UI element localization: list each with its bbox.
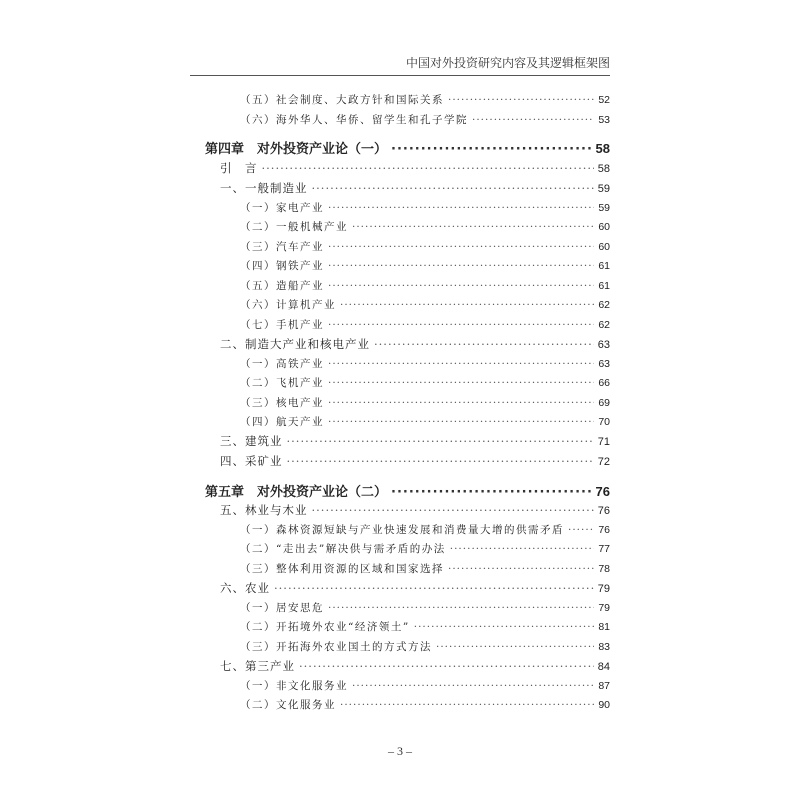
toc-subsection-row bbox=[240, 356, 610, 371]
toc-entry-title: 二、制造大产业和核电产业 bbox=[220, 337, 370, 351]
dot-leader bbox=[340, 299, 594, 311]
toc-entry-title: 引 言 bbox=[220, 161, 258, 175]
toc-entry-page: 59 bbox=[597, 183, 610, 195]
toc-entry-page: 61 bbox=[598, 260, 610, 272]
toc-subsection-row bbox=[240, 239, 610, 254]
toc-entry-title: （三）整体利用资源的区域和国家选择 bbox=[240, 563, 444, 575]
toc-section-row bbox=[220, 160, 610, 176]
dot-leader bbox=[472, 114, 594, 126]
toc-entry-title: 第四章 对外投资产业论（一） bbox=[205, 142, 388, 157]
toc-entry-title: （一）居安思危 bbox=[240, 602, 324, 614]
toc-entry-title: （三）开拓海外农业国土的方式方法 bbox=[240, 641, 432, 653]
toc-section-row bbox=[220, 433, 610, 449]
toc-entry-title: 四、采矿业 bbox=[220, 454, 283, 468]
toc-entry-page: 58 bbox=[597, 163, 610, 175]
dot-leader bbox=[340, 699, 594, 711]
toc-entry-page: 79 bbox=[598, 602, 610, 614]
dot-leader bbox=[328, 397, 594, 409]
toc-subsection-row bbox=[240, 639, 610, 654]
dot-leader bbox=[328, 602, 594, 614]
dot-leader bbox=[328, 377, 594, 389]
toc-section-row bbox=[220, 658, 610, 674]
toc-entry-page: 70 bbox=[598, 416, 610, 428]
dot-leader bbox=[436, 641, 594, 653]
toc-section-row bbox=[220, 453, 610, 469]
dot-leader bbox=[328, 241, 594, 253]
toc-subsection-row bbox=[240, 600, 610, 615]
toc-entry-page: 72 bbox=[597, 456, 610, 468]
dot-leader bbox=[262, 161, 594, 175]
toc-subsection-row bbox=[240, 200, 610, 215]
dot-leader bbox=[328, 358, 594, 370]
toc-entry-title: （二）一般机械产业 bbox=[240, 221, 348, 233]
toc-subsection-row bbox=[240, 522, 610, 537]
toc-entry-page: 59 bbox=[598, 202, 610, 214]
toc-subsection-row bbox=[240, 414, 610, 429]
running-head: 中国对外投资研究内容及其逻辑框架图 bbox=[405, 56, 610, 70]
toc-entry-page: 77 bbox=[598, 543, 610, 555]
toc-chapter-row bbox=[205, 481, 610, 500]
toc-entry-title: （五）社会制度、大政方针和国际关系 bbox=[240, 94, 444, 106]
toc-entry-page: 84 bbox=[597, 661, 610, 673]
dot-leader bbox=[448, 94, 594, 106]
dot-leader bbox=[299, 659, 594, 673]
dot-leader bbox=[328, 202, 594, 214]
toc-entry-page: 90 bbox=[598, 699, 610, 711]
toc-entry-title: 五、林业与木业 bbox=[220, 503, 308, 517]
dot-leader bbox=[328, 280, 594, 292]
toc-entry-page: 62 bbox=[598, 319, 610, 331]
toc-entry-page: 60 bbox=[598, 241, 610, 253]
toc-subsection-row bbox=[240, 92, 610, 107]
dot-leader bbox=[352, 680, 594, 692]
dot-leader bbox=[312, 181, 594, 195]
dot-leader bbox=[391, 485, 592, 500]
toc-entry-page: 62 bbox=[598, 299, 610, 311]
toc-entry-page: 63 bbox=[598, 358, 610, 370]
toc-subsection-row bbox=[240, 697, 610, 712]
dot-leader bbox=[274, 581, 594, 595]
toc-entry-title: （一）森林资源短缺与产业快速发展和消费量大增的供需矛盾 bbox=[240, 524, 564, 536]
toc-section-row bbox=[220, 336, 610, 352]
toc-entry-page: 53 bbox=[598, 114, 610, 126]
toc-entry-page: 69 bbox=[598, 397, 610, 409]
dot-leader bbox=[450, 543, 595, 555]
toc-entry-title: 一、一般制造业 bbox=[220, 181, 308, 195]
toc-entry-title: （二）“走出去”解决供与需矛盾的办法 bbox=[240, 543, 446, 555]
toc-entry-title: （三）汽车产业 bbox=[240, 241, 324, 253]
dot-leader bbox=[374, 337, 594, 351]
toc-subsection-row bbox=[240, 219, 610, 234]
toc-entry-page: 81 bbox=[598, 621, 610, 633]
toc-subsection-row bbox=[240, 678, 610, 693]
toc-entry-title: （六）海外华人、华侨、留学生和孔子学院 bbox=[240, 114, 468, 126]
toc-subsection-row bbox=[240, 297, 610, 312]
toc-entry-title: 三、建筑业 bbox=[220, 434, 283, 448]
dot-leader bbox=[328, 319, 594, 331]
dot-leader bbox=[568, 524, 594, 536]
toc-entry-page: 87 bbox=[598, 680, 610, 692]
toc-subsection-row bbox=[240, 561, 610, 576]
dot-leader bbox=[287, 434, 594, 448]
toc-section-row bbox=[220, 580, 610, 596]
toc-entry-page: 52 bbox=[598, 94, 610, 106]
toc-entry-title: （七）手机产业 bbox=[240, 319, 324, 331]
dot-leader bbox=[352, 221, 594, 233]
toc-entry-title: （五）造船产业 bbox=[240, 280, 324, 292]
toc-entry-title: （四）航天产业 bbox=[240, 416, 324, 428]
toc-entry-title: （二）文化服务业 bbox=[240, 699, 336, 711]
toc-entry-title: （二）飞机产业 bbox=[240, 377, 324, 389]
dot-leader bbox=[312, 503, 594, 517]
dot-leader bbox=[328, 416, 594, 428]
dot-leader bbox=[328, 260, 594, 272]
toc-entry-title: （六）计算机产业 bbox=[240, 299, 336, 311]
toc-entry-page: 76 bbox=[597, 505, 610, 517]
toc-section-row bbox=[220, 180, 610, 196]
toc-entry-page: 76 bbox=[598, 524, 610, 536]
toc-subsection-row bbox=[240, 395, 610, 410]
toc-entry-page: 58 bbox=[595, 141, 610, 156]
header-rule bbox=[190, 75, 610, 76]
toc-entry-title: 七、第三产业 bbox=[220, 659, 295, 673]
toc-entry-page: 78 bbox=[598, 563, 610, 575]
toc-subsection-row bbox=[240, 619, 610, 634]
toc-subsection-row bbox=[240, 112, 610, 127]
toc-entry-title: 六、农业 bbox=[220, 581, 270, 595]
toc-entry-page: 71 bbox=[597, 436, 610, 448]
page-number: – 3 – bbox=[388, 744, 412, 758]
toc-entry-title: （三）核电产业 bbox=[240, 397, 324, 409]
toc-subsection-row bbox=[240, 375, 610, 390]
dot-leader bbox=[391, 142, 592, 157]
toc-entry-page: 66 bbox=[598, 377, 610, 389]
toc-section-row bbox=[220, 502, 610, 518]
toc-subsection-row bbox=[240, 278, 610, 293]
toc-entry-page: 63 bbox=[597, 339, 610, 351]
toc-entry-page: 83 bbox=[598, 641, 610, 653]
toc-entry-title: 第五章 对外投资产业论（二） bbox=[205, 485, 388, 500]
toc-chapter-row bbox=[205, 138, 610, 157]
toc-entry-title: （二）开拓境外农业“经济领土” bbox=[240, 621, 410, 633]
toc-entry-page: 60 bbox=[598, 221, 610, 233]
toc-entry-page: 76 bbox=[595, 484, 610, 499]
dot-leader bbox=[287, 454, 594, 468]
dot-leader bbox=[448, 563, 594, 575]
toc-entry-title: （一）高铁产业 bbox=[240, 358, 324, 370]
toc-subsection-row bbox=[240, 258, 610, 273]
toc-entry-page: 79 bbox=[597, 583, 610, 595]
toc-entry-title: （一）非文化服务业 bbox=[240, 680, 348, 692]
toc-entry-page: 61 bbox=[598, 280, 610, 292]
toc-entry-title: （四）钢铁产业 bbox=[240, 260, 324, 272]
toc-entry-title: （一）家电产业 bbox=[240, 202, 324, 214]
toc-subsection-row bbox=[240, 317, 610, 332]
toc-subsection-row bbox=[240, 541, 610, 556]
dot-leader bbox=[414, 621, 595, 633]
